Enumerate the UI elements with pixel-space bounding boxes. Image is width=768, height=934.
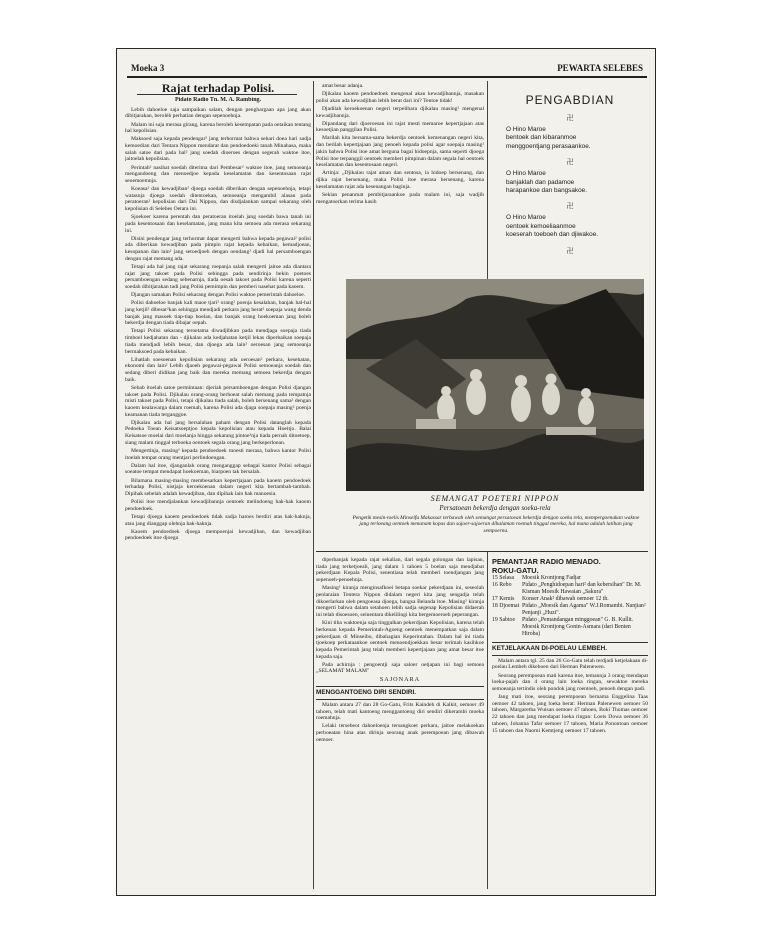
header-rule bbox=[127, 76, 647, 78]
news-photo bbox=[346, 279, 644, 491]
poem-symbol: 卍 bbox=[566, 114, 574, 122]
schedule-program: Pidato „Penghidoepan hari² dan kebersihan" Dr. M. Kisman Moesik Hawaian „Sakura" bbox=[522, 582, 642, 595]
paragraph: Maksoed saja kepada pendengar² jang terhormat bahwa sehari doea hari sadja kemoedian dari Tentara Nippon mendarat dan pendoedoeki tanah Minahasa, maka salah satoe dari pada hal² jang soedah dioeroes dengan segerah waktoe itoe, jaitoelah kepolisian. bbox=[125, 136, 311, 163]
article-column-3b bbox=[492, 557, 648, 736]
paragraph: Marilah kita bersama-sama bekerdja oentoek kemenangan negeri kita, dan berilah kepertjajaan jang penoeh kepada polisi agar soepaja masing² jakin bahwa Polisi itoe amat berguna bagai hidoepnja, sama seperti djoega Polisi itoe terpanggil oentoek memberi pimpinan dalam segala hal oentoek keselamatan dan kesentosaan negeri. bbox=[316, 135, 484, 169]
paragraph: Seorang perempoean mati karena itoe, temannja 3 orang mendapat loeka-pajah dan 4 orang lain loeka ringan, sewaktoe mereka semoeanja tertindis oleh pondok jang roentoeh, penoeh dengan padi. bbox=[492, 672, 648, 692]
article-continuation bbox=[316, 83, 484, 311]
section-rule bbox=[492, 642, 648, 643]
newspaper-page bbox=[116, 48, 656, 896]
paragraph: Lebih dahoeloe saja sampaikan salam, dengan penghargaan apa jang akan dibitjarakan, berolèh perhatian dengan sepenoehnja. bbox=[125, 106, 311, 120]
paragraph: Dalam hal itoe, djanganlah orang menganggap sebagai kantor Polisi sebagai soeatoe tempat mendapat hoekoeman, biarpoen tak bersalah. bbox=[125, 462, 311, 476]
poem-line: menggoentjang perasaankoe. bbox=[506, 142, 591, 150]
paragraph: Malam ini saja merasa girang, karena beroleh kesempatan pada oetaikan tentang hal kepolisian. bbox=[125, 121, 311, 135]
schedule-row bbox=[492, 596, 648, 603]
paragraph: diperbanjak kepada rajat sekalian, dari segala golongan dan lapisan, tiada jang terketjoeali, jang dalam 1 tahoen 5 boelan saja mendjabat pekerdjaan Kepala Polisi, senentiasa telah memberi toendjangan jang sepenoeh-penoehnja. bbox=[316, 557, 484, 584]
page-number: Moeka 3 bbox=[131, 63, 165, 73]
schedule-row bbox=[492, 603, 648, 617]
signature: SAJONARA bbox=[379, 675, 421, 683]
schedule-day: 17 Kemis bbox=[492, 596, 515, 602]
paragraph: Tetapi djoega kaoem pendoedoek tidak sadja haroes berdiri atas hak-haknja, atau jang dianggap olehnja hak-haknja. bbox=[125, 513, 311, 527]
poem-line: O Hino Maroe bbox=[506, 170, 546, 178]
schedule-row bbox=[492, 582, 648, 596]
paragraph: Lelaki tersebeot dahoeloenja tersangkoet perkara, jaitoe melakoekan perboeatan hina atas dirinja seorang anak perempoean jang dibawah oemoer. bbox=[316, 723, 484, 743]
paragraph: Bilamana masing-masing membesarkan kepertjajaan pada kaoem pendoedoek terhadap Polisi, nistjaja keroekoenan dalam negeri kita bertambah-tambah. Dipihak sebelah adalah kewadjiban, dan dipihak lain hak manoesia. bbox=[125, 477, 311, 497]
paragraph: Jang mati itoe, seorang perempoean bernama Enggelina Taas oemoer 42 tahoen, jang loeka berat: Herman Palenewen oemoer 50 tahoen, Margaretha Wuisan oemoer 47 tahoen, Boki Thomas oemoer 22 tahoen dan jang mendapat loeka ringan: Loeis Dowa oemoer 36 tahoen, Johanna Tafar oemoer 17 tahoen, Maria Ponontoan oemoer 15 tahoen dan Naomi Kemtjeng oemoer 17 tahoen. bbox=[492, 694, 648, 734]
poem-line: oentoek kemoeliaanmoe bbox=[506, 222, 576, 230]
paragraph: Masing² kiranja menginsafkoei betapa soekar pekerdjaan ini, seseolah penlaraian Tentera Nippon didalam negeri kita jang sengadja telah dikoerlarkan oleh pengoeasa djoega, bangsa Belanda itoe. Masing² kiranja mengerti bahwa dalam setahoen lebih sadja segenap Kepolisian didaerah ini telah disoesoen, seinentara dikelilingi kita bergemoeroeh peperangan. bbox=[316, 585, 484, 619]
column-divider bbox=[487, 81, 488, 281]
section-rule bbox=[316, 699, 484, 700]
section-title: PEMANTJAR RADIO MENADO. bbox=[492, 557, 601, 566]
paragraph: Sebab itoelah satoe permintaan: djeriah persamboengan dengan Polisi djangan takoet pada Polisi. Djikalau orang-orang berhoeat salah memang pada tempatnja misti takoet pada Polisi, tetapi djikalau tiada salah, boleh bersenang sama² dengan kaoem kealawarga dalam roemah, karena Polisi ada djaga soepaja masing² poenja keamanan tiada terganggoe. bbox=[125, 384, 311, 418]
paragraph: Polisi dahoeloe banjak kali maoe tjari² orang² poenja kesalahan, banjak hal-hal jang ketjil² dibesar²kan sehingga mendjadi perkara jang berat² soepaja wang denda banjak jang masoek tiap-tiap boelan, dan banjak orang hoekoeman jang boleh bekerdja dengan tiada dibajar oepah. bbox=[125, 300, 311, 327]
schedule-program: Pidato „Moesik dan Agama" W.J.Romambi. Nanjian² Penjanji „Huzi". bbox=[522, 603, 646, 616]
paragraph: Malam antara 27 dan 28 Go-Gatu, Frits Kaindeh di Kalkit, oemoer 49 tahoen, telah mati kantoeng menggantoeng diri sendiri dikerambi moeka roemahnja. bbox=[316, 701, 484, 722]
poem-symbol: 卍 bbox=[566, 158, 574, 167]
poem-symbol: 卍 bbox=[566, 202, 574, 211]
paragraph: amat besar adanja. bbox=[322, 83, 364, 89]
schedule-day: 18 Djoemat bbox=[492, 603, 520, 609]
column-divider bbox=[487, 551, 488, 889]
article-byline: Pidato Radio Tn. M. A. Rambing. bbox=[174, 97, 262, 103]
paragraph: Koeasa² dan kewadjiban² djoega soedah diberikan dengan sepenoehnja, tetapi watasnja djoega soedah ditentoekan, semoeanja mengambil alasan pada peratoeran² kepolisian dari Dai Nippon, dan disdjalankan sampai sekarang oleh kepolisian di Selebes Oetara ini. bbox=[125, 186, 311, 213]
section-rule bbox=[316, 551, 648, 552]
schedule-row bbox=[492, 575, 648, 582]
schedule-day: 15 Selasa bbox=[492, 575, 515, 581]
schedule-program: Moesik Krontjong Fadjar bbox=[522, 575, 581, 581]
paragraph: Dipandang dari djoeroesan ini rajat mesti memaroe kepertjajaan atas kesoetjian panggilan Polisi. bbox=[316, 120, 484, 134]
paragraph: Tetapi ada hal jang rajat sekarang roepanja salah mengerti jaitoe ada diantara rajat jang takoet pada Polisi sehingga pada sendirinja bekin poetoes persamboengan sedang sebenarnja, tiada oesah takoet pada Polisi karena seperti soedah dibitjarakan tadi jang Polisi pemimpin dan pemberi nasehat pada kaoem. bbox=[125, 263, 311, 291]
article-column-1 bbox=[125, 97, 311, 883]
section-title: KETJELAKAAN DI-POELAU LEMBEH. bbox=[492, 645, 608, 652]
poem-symbol: 卍 bbox=[566, 246, 574, 255]
paragraph: Kaoem pendoedoek djoega mempoenjai kewadjiban, dan kewadjiban pendoedoek itoe djoega bbox=[125, 528, 311, 542]
schedule-program: Pidato „Pemandangan minggoean" G. B. Kullit. Moesik Krontjong Gonin-Asmara (dari Benten Hiroba) bbox=[522, 617, 634, 637]
photo-caption-text: Pengetik mesin-toelis Minseifu Makassar terbawah oleh semangat persatoean bekerdja dengan soeka rela, mempergoenakan waktoe jang terloeang oentoek menanam kopas dan sajoer-sajoeran dihalaman roemah tinggal mereka, hal mana adalah latihan jang sempoerna. bbox=[352, 515, 640, 534]
poem-line: bentoek dan kibaranmoe bbox=[506, 134, 577, 142]
paragraph: Djikalau ada hal jang bersalahan paham dengan Polisi datanglah kepada Pedoeka Toean Keisatsoeptjoo kepala kepolisian atau kepada Hoeitjo. Balai Keisatsoe moelai dari moelanja hingga sekarang pintoe²nja tiada pernah ditoetoep, siang malam tinggal terboeka oentoek segala orang jang berkeperloean. bbox=[125, 419, 311, 446]
section-title: MENGGANTOENG DIRI SENDIRI. bbox=[316, 689, 417, 697]
photo-caption-subtitle: Persatoean bekerdja dengan soeka-rela bbox=[439, 504, 551, 512]
paragraph: Sekian penanmat pembitjaraankoe pada malam ini, saja wadjib mengatoerkan terima kasih bbox=[316, 191, 484, 205]
poem-line: koeserah toeboeh dan djiwakoe. bbox=[506, 231, 599, 239]
section-rule bbox=[492, 655, 648, 656]
section-rule bbox=[316, 686, 484, 687]
paragraph: Polisi itoe mendjalankan kewadjibannja oentoek melindoeng hak-hak kaoem pendoedoek. bbox=[125, 499, 311, 512]
photo-illustration bbox=[346, 279, 644, 491]
column-divider bbox=[313, 81, 314, 889]
poem-line: O Hino Maroe bbox=[506, 214, 546, 222]
article-column-2b bbox=[316, 557, 484, 745]
radio-schedule bbox=[492, 575, 648, 638]
poem-line: O Hino Maroe bbox=[506, 126, 546, 133]
masthead: PEWARTA SELEBES bbox=[557, 63, 643, 73]
schedule-program: Konser Anak² dibawah oemoer 12 th. bbox=[522, 596, 609, 602]
paragraph: Pada achirnja : pengoentji saja saloer oetjapan ini bagi semoea „SELAMAT MALAM" bbox=[316, 661, 484, 675]
paragraph: Tetapi Polisi sekarang teroetama diwadjibkan pada mendjaga soepaja tiada timboel kedjahatan dan - djikalau ada kedjahatan ketjil lekas diperbaikan soepaja tiada mendjadi lebih besar, dan djoega ada lain² oeroesan jang semoeanja bermaksoed pada kebaikan. bbox=[125, 328, 311, 355]
photo-caption-title: SEMANGAT POETERI NIPPON bbox=[430, 494, 560, 503]
paragraph: Sjoekoer karena perentah dan peratoeran itoelah jang soedah bawa tanah ini pada kesentosaan dan keselamatan, jang mana kita semoea ada merasa sekarang ini. bbox=[125, 214, 311, 234]
section-subtitle: ROKU-GATU. bbox=[492, 566, 539, 575]
paragraph: Artinja: „Djikalau rajat aman dan sentosa, ia hidoep bersenang, dan djika rajat bersenang, maka Polisi itoe merasa bersenang, karena keselamatan rajat ada kesenangan baginja. bbox=[316, 170, 484, 190]
schedule-day: 16 Rebo bbox=[492, 582, 512, 588]
article-body bbox=[125, 107, 311, 542]
poem-body bbox=[492, 113, 648, 256]
paragraph: Djikalau kaoem pendoedoek mengenal akan kewadjibannja, masakan polisi akan ada kewadjiban lebih berat dari ini? Tentoe tidak! bbox=[316, 91, 484, 104]
title-underline bbox=[137, 94, 297, 95]
schedule-row bbox=[492, 617, 648, 638]
schedule-day: 19 Sabtoe bbox=[492, 617, 516, 623]
paragraph: Lihatlah soesoenan kepolisian sekarang ada oeroesan² perkara, kesehatan, ekonomi dan lain² Lebih djaoeh pegawai-pegawai Polisi semoeanja soedah dan sedang diberi didikan jang baik dan mereka memang semoea bekerdja dengan baik. bbox=[125, 356, 311, 383]
paragraph: Perintah² nasihat soedah diterima dari Pembesar² waktoe itoe, jang semoeanja mengandoeng dan menoedjoe kepada keselamatan dan kesentosaan rajat seoemoemnja. bbox=[125, 164, 311, 184]
paragraph: Kini tiba waktoenja saja tinggalkan pekerdjaan Kepolisian, karena telah berkenan kepada Pemerintah-Agoeng oentoek menempatkan saja dalam pekerdjaan di Minseibu, dibahagian Keperintahan. Dalam hal ini tiada tjoekoep perkataankoe oentoek menoendjoekkan besar terimah kasihkoe kepada Pemerintah jang telah memberi kepertjajaan jang amat besar itoe kepada saja. bbox=[316, 620, 484, 660]
poem-line: banjaklah dan padamoe bbox=[506, 178, 575, 186]
paragraph: Mengertinja, masing² kepada pendoedoek moesti merasa, bahwa kantor Polisi itoelah tempat orang mentjari perlindoengan. bbox=[125, 447, 311, 461]
poem-box bbox=[492, 85, 648, 285]
poem-title: PENGABDIAN bbox=[525, 93, 615, 107]
paragraph: Djadilah keroekoenan negeri terpelihara djikalau masing² mengenal kewadjibannja. bbox=[316, 105, 484, 119]
article-title: Rajat terhadap Polisi. bbox=[161, 81, 275, 95]
paragraph: Djangan samakan Polisi sekarang dengan Polisi waktoe pemerintah dahoeloe. bbox=[131, 292, 306, 299]
paragraph: Disini pendengar jang terhormat dapat mengerti bahwa kepada pegawai² polisi ada diberikan kewadjiban pada pimpin rajat kepada kebaikan, kemadjoean, kesopanan dan lain² jang setoedjoeh dengan oendang² djadi hal persamboengan dengan rajat memang ada. bbox=[125, 235, 311, 262]
paragraph: Malam antara tgl. 25 dan 26 Go-Gatu telah terdjadi ketjelakaan di-poelau Lembeh dikeboen dari Herman Palenewen. bbox=[492, 657, 648, 671]
poem-line: harapankoe dan bangsakoe. bbox=[506, 187, 588, 195]
